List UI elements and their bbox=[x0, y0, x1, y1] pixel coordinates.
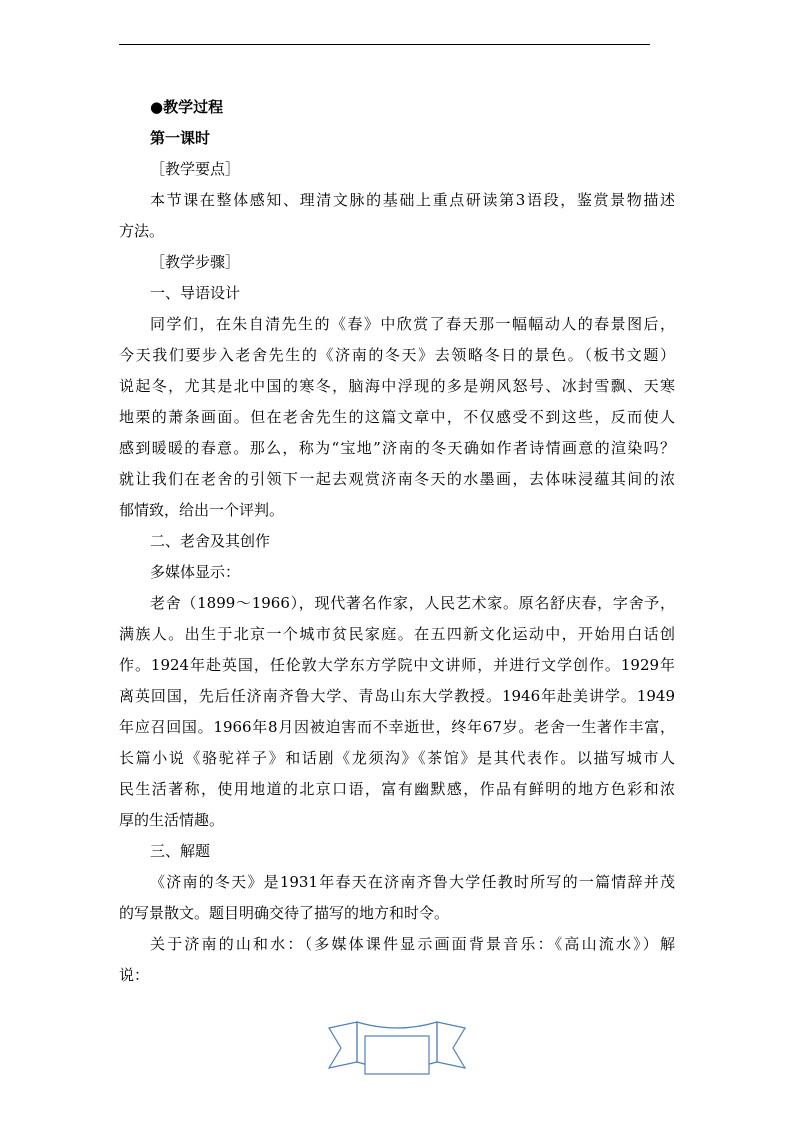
part1-line-7: 郁情致，给出一个评判。 bbox=[119, 501, 285, 519]
part3-line-3: 关于济南的山和水：（多媒体课件显示画面背景音乐：《高山流水》）解 bbox=[150, 935, 675, 953]
part3-line-1: 《济南的冬天》是1931年春天在济南齐鲁大学任教时所写的一篇情辞并茂 bbox=[150, 873, 675, 891]
part3-line-2: 的写景散文。题目明确交待了描写的地方和时令。 bbox=[119, 904, 450, 922]
part2-media: 多媒体显示： bbox=[150, 563, 241, 581]
part3-line-4: 说： bbox=[119, 966, 150, 984]
part1-line-6: 就让我们在老舍的引领下一起去观赏济南冬天的水墨画，去体味浸蕴其间的浓 bbox=[119, 470, 675, 488]
part2-line-8: 厚的生活情趣。 bbox=[119, 811, 225, 829]
part2-line-4: 离英回国，先后任济南齐鲁大学、青岛山东大学教授。1946年赴美讲学。1949 bbox=[119, 687, 675, 705]
section-heading: ●教学过程 bbox=[150, 98, 224, 116]
points-line-2: 方法。 bbox=[119, 222, 165, 240]
part3-title: 三、解题 bbox=[150, 842, 211, 860]
points-label: ［教学要点］ bbox=[150, 160, 241, 178]
points-line-1: 本节课在整体感知、理清文脉的基础上重点研读第3语段，鉴赏景物描述 bbox=[150, 191, 675, 209]
ribbon-shape bbox=[329, 1022, 465, 1074]
document-body bbox=[119, 92, 675, 991]
part2-line-3: 作。1924年赴英国，任伦敦大学东方学院中文讲师，并进行文学创作。1929年 bbox=[119, 656, 675, 674]
part2-line-6: 长篇小说《骆驼祥子》和话剧《龙须沟》《茶馆》是其代表作。以描写城市人 bbox=[119, 749, 675, 767]
part2-line-2: 满族人。出生于北京一个城市贫民家庭。在五四新文化运动中，开始用白话创 bbox=[119, 625, 675, 643]
part2-line-7: 民生活著称，使用地道的北京口语，富有幽默感，作品有鲜明的地方色彩和浓 bbox=[119, 780, 675, 798]
header-rule bbox=[119, 44, 650, 45]
part1-line-1: 同学们，在朱自清先生的《春》中欣赏了春天那一幅幅动人的春景图后， bbox=[150, 315, 675, 333]
part1-line-4: 地栗的萧条画面。但在老舍先生的这篇文章中，不仅感受不到这些，反而使人 bbox=[119, 408, 675, 426]
lesson-heading: 第一课时 bbox=[150, 129, 211, 147]
part2-line-1: 老舍（1899～1966），现代著名作家，人民艺术家。原名舒庆春，字舍予， bbox=[150, 594, 675, 612]
ribbon-banner-icon bbox=[327, 1018, 467, 1078]
part1-line-2: 今天我们要步入老舍先生的《济南的冬天》去领略冬日的景色。（板书文题） bbox=[119, 346, 675, 364]
part2-line-5: 年应召回国。1966年8月因被迫害而不幸逝世，终年67岁。老舍一生著作丰富， bbox=[119, 718, 675, 736]
steps-label: ［教学步骤］ bbox=[150, 253, 241, 271]
part1-line-3: 说起冬，尤其是北中国的寒冬，脑海中浮现的多是朔风怒号、冰封雪飘、天寒 bbox=[119, 377, 675, 395]
part1-line-5: 感到暖暖的春意。那么，称为“宝地”济南的冬天确如作者诗情画意的渲染吗？ bbox=[119, 439, 675, 457]
part1-title: 一、导语设计 bbox=[150, 284, 241, 302]
part2-title: 二、老舍及其创作 bbox=[150, 532, 271, 550]
